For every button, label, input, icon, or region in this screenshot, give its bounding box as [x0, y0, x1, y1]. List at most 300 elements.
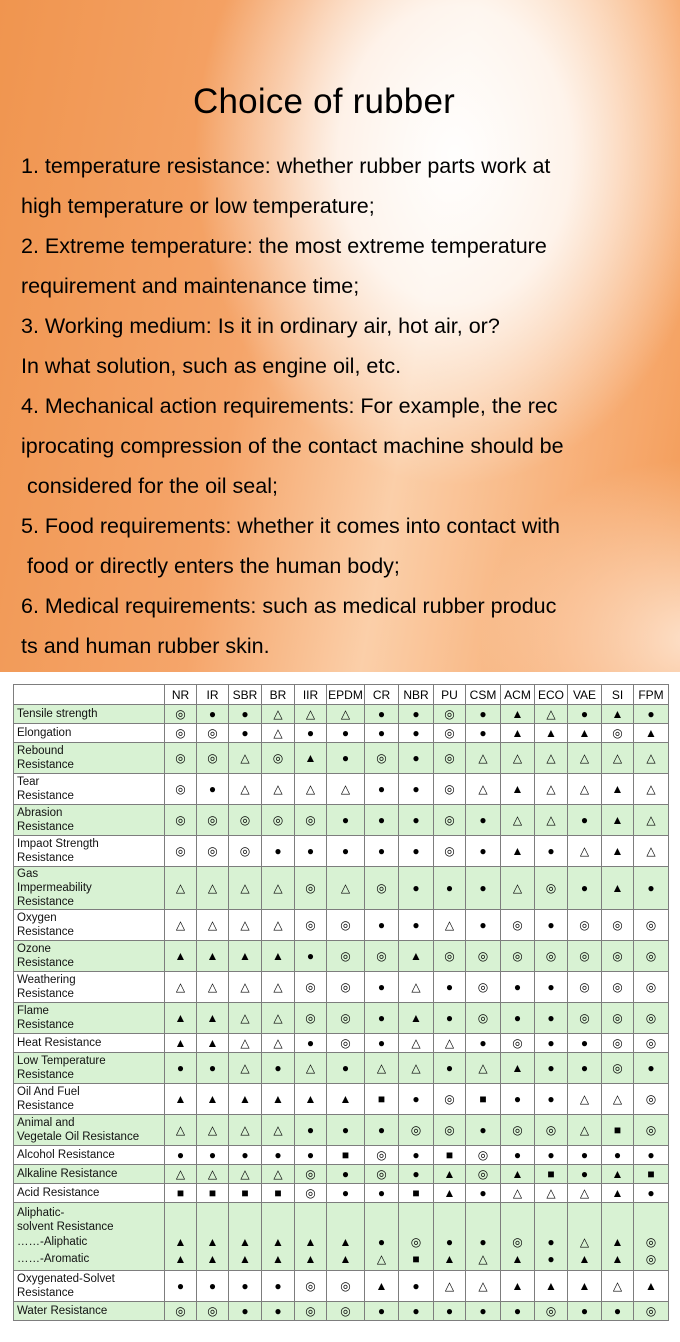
rating-symbol: △ [579, 1122, 590, 1137]
rating-cell-iir [295, 774, 327, 805]
rating-symbol: ● [547, 979, 555, 994]
column-header-si: SI [602, 685, 634, 705]
rating-symbol: ■ [445, 1147, 454, 1162]
rating-cell-sbr [229, 1115, 262, 1146]
rating-cell-ir [197, 1165, 229, 1184]
rating-symbol: △ [175, 880, 186, 895]
rating-cell-pu [434, 1184, 466, 1203]
rating-symbol: △ [240, 1010, 250, 1025]
rating-cell-vae [568, 1165, 602, 1184]
rating-symbol: ● [377, 1235, 386, 1249]
rating-symbol: ● [412, 917, 420, 932]
rating-symbol: ● [208, 781, 217, 796]
rating-cell-acm [501, 1003, 535, 1034]
rating-cell-pu [434, 1003, 466, 1034]
rating-symbol: ● [547, 1060, 555, 1075]
rating-cell-epdm [327, 1053, 365, 1084]
rating-cell-br [262, 1146, 295, 1165]
rating-cell-br [262, 724, 295, 743]
rating-cell-csm [466, 867, 501, 910]
rating-cell-si [602, 1271, 634, 1302]
rating-symbol: △ [273, 781, 283, 796]
rating-symbol: △ [273, 979, 283, 994]
text-line-13: ts and human rubber skin. [21, 634, 270, 658]
rating-cell-cr [365, 1084, 399, 1115]
rating-cell-csm [466, 910, 501, 941]
rating-symbol: △ [411, 1060, 421, 1075]
rating-cell-epdm [327, 1034, 365, 1053]
rating-symbol: △ [305, 781, 316, 796]
rating-symbol: ◎ [207, 812, 218, 827]
rating-symbol: ◎ [512, 1122, 523, 1137]
rating-symbol: ● [580, 1035, 589, 1050]
table-row [14, 1184, 669, 1203]
rating-symbol: ● [306, 948, 315, 963]
rating-cell-sbr [229, 836, 262, 867]
column-header-csm: CSM [466, 685, 501, 705]
rating-symbol: ▲ [511, 1278, 524, 1293]
rating-cell-acm [501, 910, 535, 941]
rating-cell-pu [434, 1203, 466, 1271]
rating-symbol: △ [478, 781, 488, 796]
rating-symbol: ● [377, 781, 386, 796]
rating-cell-pu [434, 1034, 466, 1053]
rating-cell-cr [365, 910, 399, 941]
row-label-line: Rebound [17, 745, 64, 757]
rating-cell-acm [501, 1203, 535, 1271]
rating-cell-vae [568, 774, 602, 805]
rating-symbol: ▲ [206, 1235, 219, 1249]
rating-cell-fpm [634, 972, 669, 1003]
rating-cell-fpm [634, 941, 669, 972]
rating-symbol: ■ [479, 1091, 487, 1106]
row-label-line: Oxygenated-Solvet [17, 1273, 115, 1285]
rating-cell-si [602, 1184, 634, 1203]
rating-cell-si [602, 743, 634, 774]
rating-cell-nr [165, 972, 197, 1003]
table-corner-cell [14, 685, 165, 705]
rating-symbol: ▲ [174, 1252, 187, 1266]
rating-symbol: ◎ [376, 1166, 387, 1181]
table-row [14, 1146, 669, 1165]
rating-symbol: ● [208, 1147, 217, 1162]
rating-cell-si [602, 1003, 634, 1034]
page-title: Choice of rubber [193, 82, 455, 121]
rating-symbol: ◎ [305, 1278, 316, 1293]
rating-symbol: ● [479, 706, 487, 721]
rating-cell-si [602, 1034, 634, 1053]
rating-cell-fpm [634, 743, 669, 774]
column-header-nbr: NBR [399, 685, 434, 705]
rating-cell-iir [295, 1003, 327, 1034]
rating-symbol: △ [444, 1035, 455, 1050]
table-row [14, 705, 669, 724]
rating-symbol: ▲ [339, 1091, 352, 1106]
rating-cell-nr [165, 1053, 197, 1084]
rating-symbol: △ [273, 725, 283, 740]
rating-symbol: △ [175, 1166, 186, 1181]
rating-cell-si [602, 705, 634, 724]
rating-cell-cr [365, 1034, 399, 1053]
row-label [14, 836, 165, 867]
rating-cell-eco [535, 1053, 568, 1084]
table-row [14, 941, 669, 972]
rating-symbol: ■ [412, 1185, 420, 1200]
rating-cell-pu [434, 1302, 466, 1321]
rating-cell-br [262, 972, 295, 1003]
row-label [14, 1003, 165, 1034]
rating-symbol: ● [479, 725, 487, 740]
rating-cell-acm [501, 1302, 535, 1321]
rating-symbol: ▲ [272, 948, 284, 963]
rating-symbol: △ [207, 917, 218, 932]
rating-cell-vae [568, 1034, 602, 1053]
rating-cell-csm [466, 1165, 501, 1184]
rating-cell-sbr [229, 1165, 262, 1184]
rating-symbol: ◎ [272, 812, 284, 827]
rating-cell-nbr [399, 705, 434, 724]
rating-symbol: ● [377, 725, 386, 740]
rating-cell-si [602, 1302, 634, 1321]
table-row [14, 1115, 669, 1146]
rating-cell-nr [165, 774, 197, 805]
rating-cell-iir [295, 705, 327, 724]
rating-cell-nbr [399, 1302, 434, 1321]
rating-cell-eco [535, 1084, 568, 1115]
rating-cell-epdm [327, 1184, 365, 1203]
rating-symbol: ● [647, 706, 655, 721]
rating-cell-nr [165, 1034, 197, 1053]
rating-cell-ir [197, 1003, 229, 1034]
row-label-line: Resistance [17, 790, 74, 802]
rating-symbol: ◎ [612, 725, 623, 740]
rating-symbol: ● [341, 1185, 350, 1200]
rating-cell-br [262, 1084, 295, 1115]
rating-cell-acm [501, 1146, 535, 1165]
rating-symbol: ◎ [340, 948, 351, 963]
rating-symbol: ◎ [545, 948, 557, 963]
rating-symbol: ◎ [645, 979, 657, 994]
rating-cell-nr [165, 1115, 197, 1146]
rating-symbol: ◎ [545, 1122, 557, 1137]
rating-symbol: ● [412, 781, 420, 796]
rating-cell-epdm [327, 1084, 365, 1115]
rating-cell-acm [501, 972, 535, 1003]
rating-cell-pu [434, 774, 466, 805]
rating-symbol: ▲ [545, 725, 557, 740]
rating-cell-nr [165, 1203, 197, 1271]
rating-symbol: ▲ [578, 725, 591, 740]
row-label-line: Vegetale Oil Resistance [17, 1131, 140, 1143]
rating-symbol: △ [546, 1185, 556, 1200]
rating-symbol: ● [377, 1035, 386, 1050]
rating-symbol: ● [479, 1235, 487, 1249]
rating-symbol: ▲ [511, 1166, 524, 1181]
rating-symbol: ▲ [511, 781, 524, 796]
rating-symbol: ● [513, 1010, 522, 1025]
rating-cell-sbr [229, 1271, 262, 1302]
rating-symbol: ▲ [304, 1252, 317, 1266]
rating-symbol: △ [376, 1060, 387, 1075]
rating-symbol: ● [513, 1147, 522, 1162]
rating-symbol: ◎ [305, 1303, 316, 1318]
rating-cell-sbr [229, 724, 262, 743]
rating-symbol: ■ [176, 1185, 185, 1200]
row-label [14, 867, 165, 910]
rating-symbol: ● [377, 1303, 386, 1318]
rating-symbol: ▲ [611, 706, 624, 721]
rating-symbol: △ [340, 706, 351, 721]
row-label-line: Ozone [17, 943, 51, 955]
rating-symbol: ● [377, 1122, 386, 1137]
rating-symbol: ● [377, 979, 386, 994]
rating-symbol: ● [208, 1060, 217, 1075]
rating-symbol: △ [207, 1122, 218, 1137]
rating-symbol: ◎ [645, 1091, 657, 1106]
rating-symbol: ▲ [206, 1252, 219, 1266]
rating-cell-csm [466, 724, 501, 743]
rating-symbol: △ [646, 843, 656, 858]
column-header-cr: CR [365, 685, 399, 705]
table-row [14, 1003, 669, 1034]
rating-cell-iir [295, 805, 327, 836]
rating-symbol: ● [412, 1147, 420, 1162]
rating-symbol: ◎ [239, 812, 251, 827]
rating-cell-csm [466, 972, 501, 1003]
rating-cell-br [262, 1203, 295, 1271]
rating-symbol: ● [547, 1010, 555, 1025]
rating-symbol: ◎ [477, 1147, 489, 1162]
row-label [14, 724, 165, 743]
rating-symbol: ● [580, 1166, 589, 1181]
rating-symbol: ◎ [645, 1010, 657, 1025]
rating-cell-ir [197, 941, 229, 972]
rating-symbol: △ [646, 812, 656, 827]
rating-symbol: ● [241, 1303, 249, 1318]
rating-symbol: ● [377, 1010, 386, 1025]
row-label [14, 805, 165, 836]
rating-cell-csm [466, 1003, 501, 1034]
rating-symbol: ▲ [611, 1235, 624, 1249]
table-row [14, 867, 669, 910]
rating-symbol: ● [412, 750, 420, 765]
rating-symbol: ● [479, 1035, 487, 1050]
rating-symbol: △ [240, 1166, 250, 1181]
row-label [14, 1053, 165, 1084]
row-label-line: Flame [17, 1005, 49, 1017]
rating-symbol: ■ [547, 1166, 555, 1181]
rating-cell-sbr [229, 1302, 262, 1321]
rating-cell-epdm [327, 743, 365, 774]
rating-symbol: ● [513, 1303, 522, 1318]
rating-cell-nbr [399, 1053, 434, 1084]
rating-symbol: △ [273, 880, 283, 895]
rating-symbol: ● [208, 1278, 217, 1293]
rating-symbol: ◎ [645, 1122, 657, 1137]
table-row [14, 724, 669, 743]
rating-cell-pu [434, 1146, 466, 1165]
rating-symbol: ◎ [376, 750, 387, 765]
rating-symbol: ● [412, 1166, 420, 1181]
rating-symbol: ▲ [206, 1010, 219, 1025]
rating-cell-acm [501, 1184, 535, 1203]
rating-cell-sbr [229, 774, 262, 805]
text-line-10: 5. Food requirements: whether it comes into contact with [21, 514, 560, 538]
rating-cell-sbr [229, 972, 262, 1003]
rating-symbol: ◎ [305, 880, 316, 895]
rating-cell-sbr [229, 805, 262, 836]
row-label [14, 1034, 165, 1053]
row-label-line: Resistance [17, 821, 74, 833]
rating-cell-iir [295, 1034, 327, 1053]
rating-cell-epdm [327, 867, 365, 910]
rating-cell-pu [434, 972, 466, 1003]
rating-cell-epdm [327, 941, 365, 972]
rating-symbol: ● [306, 1122, 315, 1137]
rating-cell-nbr [399, 1034, 434, 1053]
rating-cell-acm [501, 724, 535, 743]
rating-symbol: ● [341, 843, 350, 858]
rating-cell-iir [295, 836, 327, 867]
rating-cell-cr [365, 774, 399, 805]
rating-symbol: ▲ [511, 843, 524, 858]
rating-symbol: ◎ [175, 781, 186, 796]
rating-symbol: ▲ [611, 880, 624, 895]
rating-symbol: ◎ [410, 1235, 422, 1249]
rating-cell-ir [197, 724, 229, 743]
table-row [14, 972, 669, 1003]
rating-symbol: ▲ [545, 1278, 557, 1293]
row-label-line: Resistance [17, 852, 74, 864]
row-label-line: Resistance [17, 1287, 74, 1299]
rating-cell-acm [501, 1271, 535, 1302]
rating-cell-nr [165, 724, 197, 743]
rating-symbol: ▲ [239, 1252, 251, 1266]
rating-cell-si [602, 910, 634, 941]
rating-cell-nbr [399, 1184, 434, 1203]
rating-cell-acm [501, 941, 535, 972]
rating-cell-sbr [229, 867, 262, 910]
rating-symbol: △ [207, 1166, 218, 1181]
rating-cell-epdm [327, 724, 365, 743]
rating-cell-cr [365, 724, 399, 743]
rating-symbol: △ [579, 781, 590, 796]
rating-symbol: △ [512, 880, 523, 895]
rating-symbol: △ [340, 880, 351, 895]
rating-symbol: ● [479, 1185, 487, 1200]
rating-symbol: ◎ [645, 1303, 657, 1318]
table-row [14, 774, 669, 805]
rating-cell-br [262, 705, 295, 724]
rating-symbol: ◎ [444, 812, 455, 827]
rating-symbol: ◎ [512, 917, 523, 932]
table-row [14, 805, 669, 836]
rating-cell-nbr [399, 836, 434, 867]
rating-symbol: △ [273, 706, 283, 721]
rating-symbol: ◎ [340, 1010, 351, 1025]
rating-cell-fpm [634, 1302, 669, 1321]
rating-cell-br [262, 1302, 295, 1321]
rating-symbol: ◎ [175, 750, 186, 765]
rating-cell-ir [197, 743, 229, 774]
rating-symbol: ■ [377, 1091, 386, 1106]
rating-symbol: ▲ [272, 1091, 284, 1106]
rating-symbol: ▲ [578, 1252, 591, 1266]
rating-symbol: ◎ [545, 1303, 557, 1318]
rating-cell-si [602, 1165, 634, 1184]
rating-cell-vae [568, 1302, 602, 1321]
rating-cell-nr [165, 705, 197, 724]
rating-symbol: ● [513, 1091, 522, 1106]
row-label-line: Resistance [17, 1100, 74, 1112]
rating-symbol: ● [241, 1147, 249, 1162]
rating-symbol: ● [241, 725, 249, 740]
rating-symbol: ● [176, 1278, 185, 1293]
rating-cell-cr [365, 1115, 399, 1146]
rating-cell-iir [295, 910, 327, 941]
rating-cell-vae [568, 743, 602, 774]
rating-symbol: ◎ [175, 725, 186, 740]
row-label-line: Heat Resistance [17, 1037, 102, 1049]
rating-symbol: ● [377, 812, 386, 827]
rating-symbol: ▲ [443, 1252, 456, 1266]
rating-cell-ir [197, 1115, 229, 1146]
rating-cell-nbr [399, 724, 434, 743]
rating-cell-csm [466, 836, 501, 867]
rating-symbol: ◎ [444, 948, 455, 963]
rating-cell-ir [197, 774, 229, 805]
rating-cell-pu [434, 836, 466, 867]
rating-cell-pu [434, 1165, 466, 1184]
rating-cell-fpm [634, 1084, 669, 1115]
rating-cell-eco [535, 941, 568, 972]
rating-cell-iir [295, 1084, 327, 1115]
row-label [14, 1146, 165, 1165]
rating-symbol: ◎ [444, 750, 455, 765]
table-row [14, 1203, 669, 1271]
rating-symbol: ▲ [206, 948, 219, 963]
rating-symbol: ◎ [477, 1166, 489, 1181]
rating-symbol: ▲ [206, 1035, 219, 1050]
rating-symbol: ◎ [444, 725, 455, 740]
rating-symbol: △ [512, 750, 523, 765]
row-label [14, 1184, 165, 1203]
rating-cell-eco [535, 724, 568, 743]
rating-symbol: △ [579, 750, 590, 765]
rating-cell-ir [197, 1184, 229, 1203]
rating-cell-sbr [229, 910, 262, 941]
rating-cell-vae [568, 867, 602, 910]
rating-cell-vae [568, 910, 602, 941]
rating-symbol: ▲ [174, 1091, 187, 1106]
rating-cell-iir [295, 972, 327, 1003]
rating-cell-iir [295, 1165, 327, 1184]
rating-symbol: △ [478, 1278, 488, 1293]
rating-symbol: ◎ [645, 948, 657, 963]
rating-symbol: ◎ [579, 1010, 590, 1025]
rating-cell-si [602, 941, 634, 972]
rating-cell-br [262, 941, 295, 972]
rating-cell-nbr [399, 910, 434, 941]
rating-symbol: ▲ [272, 1252, 284, 1266]
rating-cell-eco [535, 1184, 568, 1203]
table-row [14, 836, 669, 867]
row-label [14, 910, 165, 941]
rating-cell-br [262, 1271, 295, 1302]
rating-cell-vae [568, 972, 602, 1003]
rating-cell-acm [501, 1165, 535, 1184]
rating-cell-csm [466, 705, 501, 724]
